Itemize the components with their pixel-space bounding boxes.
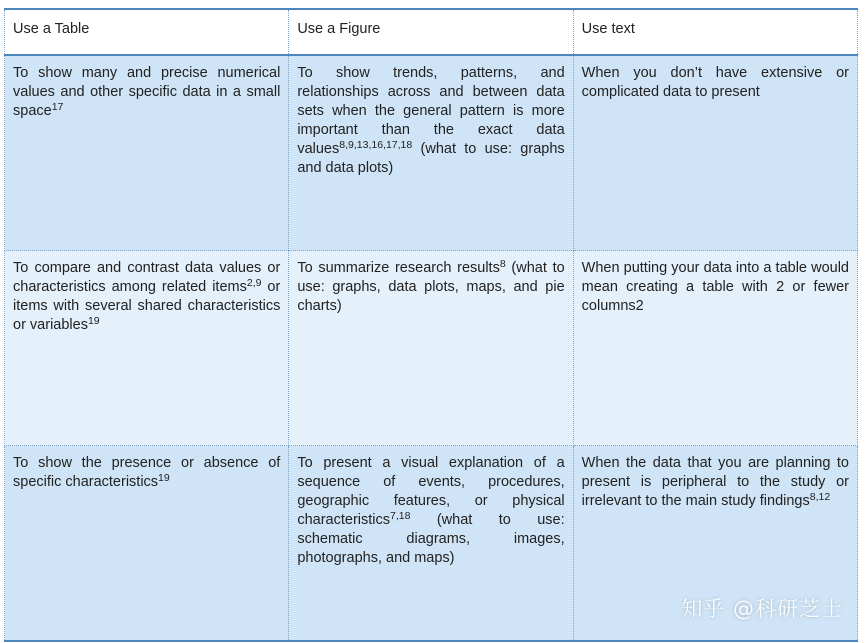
cell-text-column	[573, 55, 857, 251]
citation: 7,18	[390, 510, 411, 522]
citation: 2,9	[246, 277, 262, 289]
cell-text-after: (what to use: graphs and data plots)	[297, 141, 565, 176]
table-row	[5, 251, 858, 446]
cell-figure	[289, 251, 573, 446]
header-use-a-figure: Use a Figure	[289, 9, 573, 55]
cell-figure	[289, 55, 573, 251]
cell-text: When the data that you are planning to present is peripheral to the study or irrelevant to the main study findings	[581, 455, 849, 509]
guidelines-table	[4, 8, 858, 642]
cell-table	[5, 55, 289, 251]
cell-text: To show trends, patterns, and relationships across and between data sets when the general pattern is more important than the exact data values	[297, 65, 565, 157]
header-use-text: Use text	[573, 9, 857, 55]
cell-text-after: (what to use: schematic diagrams, images, photographs, and maps)	[297, 512, 565, 566]
cell-text: When putting your data into a table would mean creating a table with 2 or fewer columns2	[581, 260, 849, 314]
cell-text: When you don’t have extensive or complicated data to present	[581, 65, 849, 100]
citation: 8	[499, 258, 506, 270]
cell-text: To compare and contrast data values or characteristics among related items	[13, 260, 281, 295]
cell-text: To show many and precise numerical values and other specific data in a small space	[13, 65, 281, 119]
cell-table	[5, 446, 289, 642]
citation: 8,9,13,16,17,18	[339, 139, 413, 151]
cell-text-after: or items with several shared characteristics or variables	[13, 279, 281, 333]
cell-text-after: (what to use: graphs, data plots, maps, and pie charts)	[297, 260, 565, 314]
watermark: 知乎 @科研芝士	[681, 597, 843, 621]
cell-text-column	[573, 251, 857, 446]
cell-table	[5, 251, 289, 446]
cell-text: To show the presence or absence of specific characteristics	[13, 455, 281, 490]
header-row	[5, 9, 858, 55]
citation: 17	[51, 101, 64, 113]
cell-text: To summarize research results	[297, 260, 500, 276]
cell-figure	[289, 446, 573, 642]
citation: 19	[158, 472, 170, 484]
table-row	[5, 55, 858, 251]
header-use-a-table: Use a Table	[5, 9, 289, 55]
citation: 8,12	[809, 491, 831, 503]
citation: 19	[87, 315, 100, 327]
cell-text: To present a visual explanation of a sequence of events, procedures, geographic features, or physical characteristics	[297, 455, 565, 528]
